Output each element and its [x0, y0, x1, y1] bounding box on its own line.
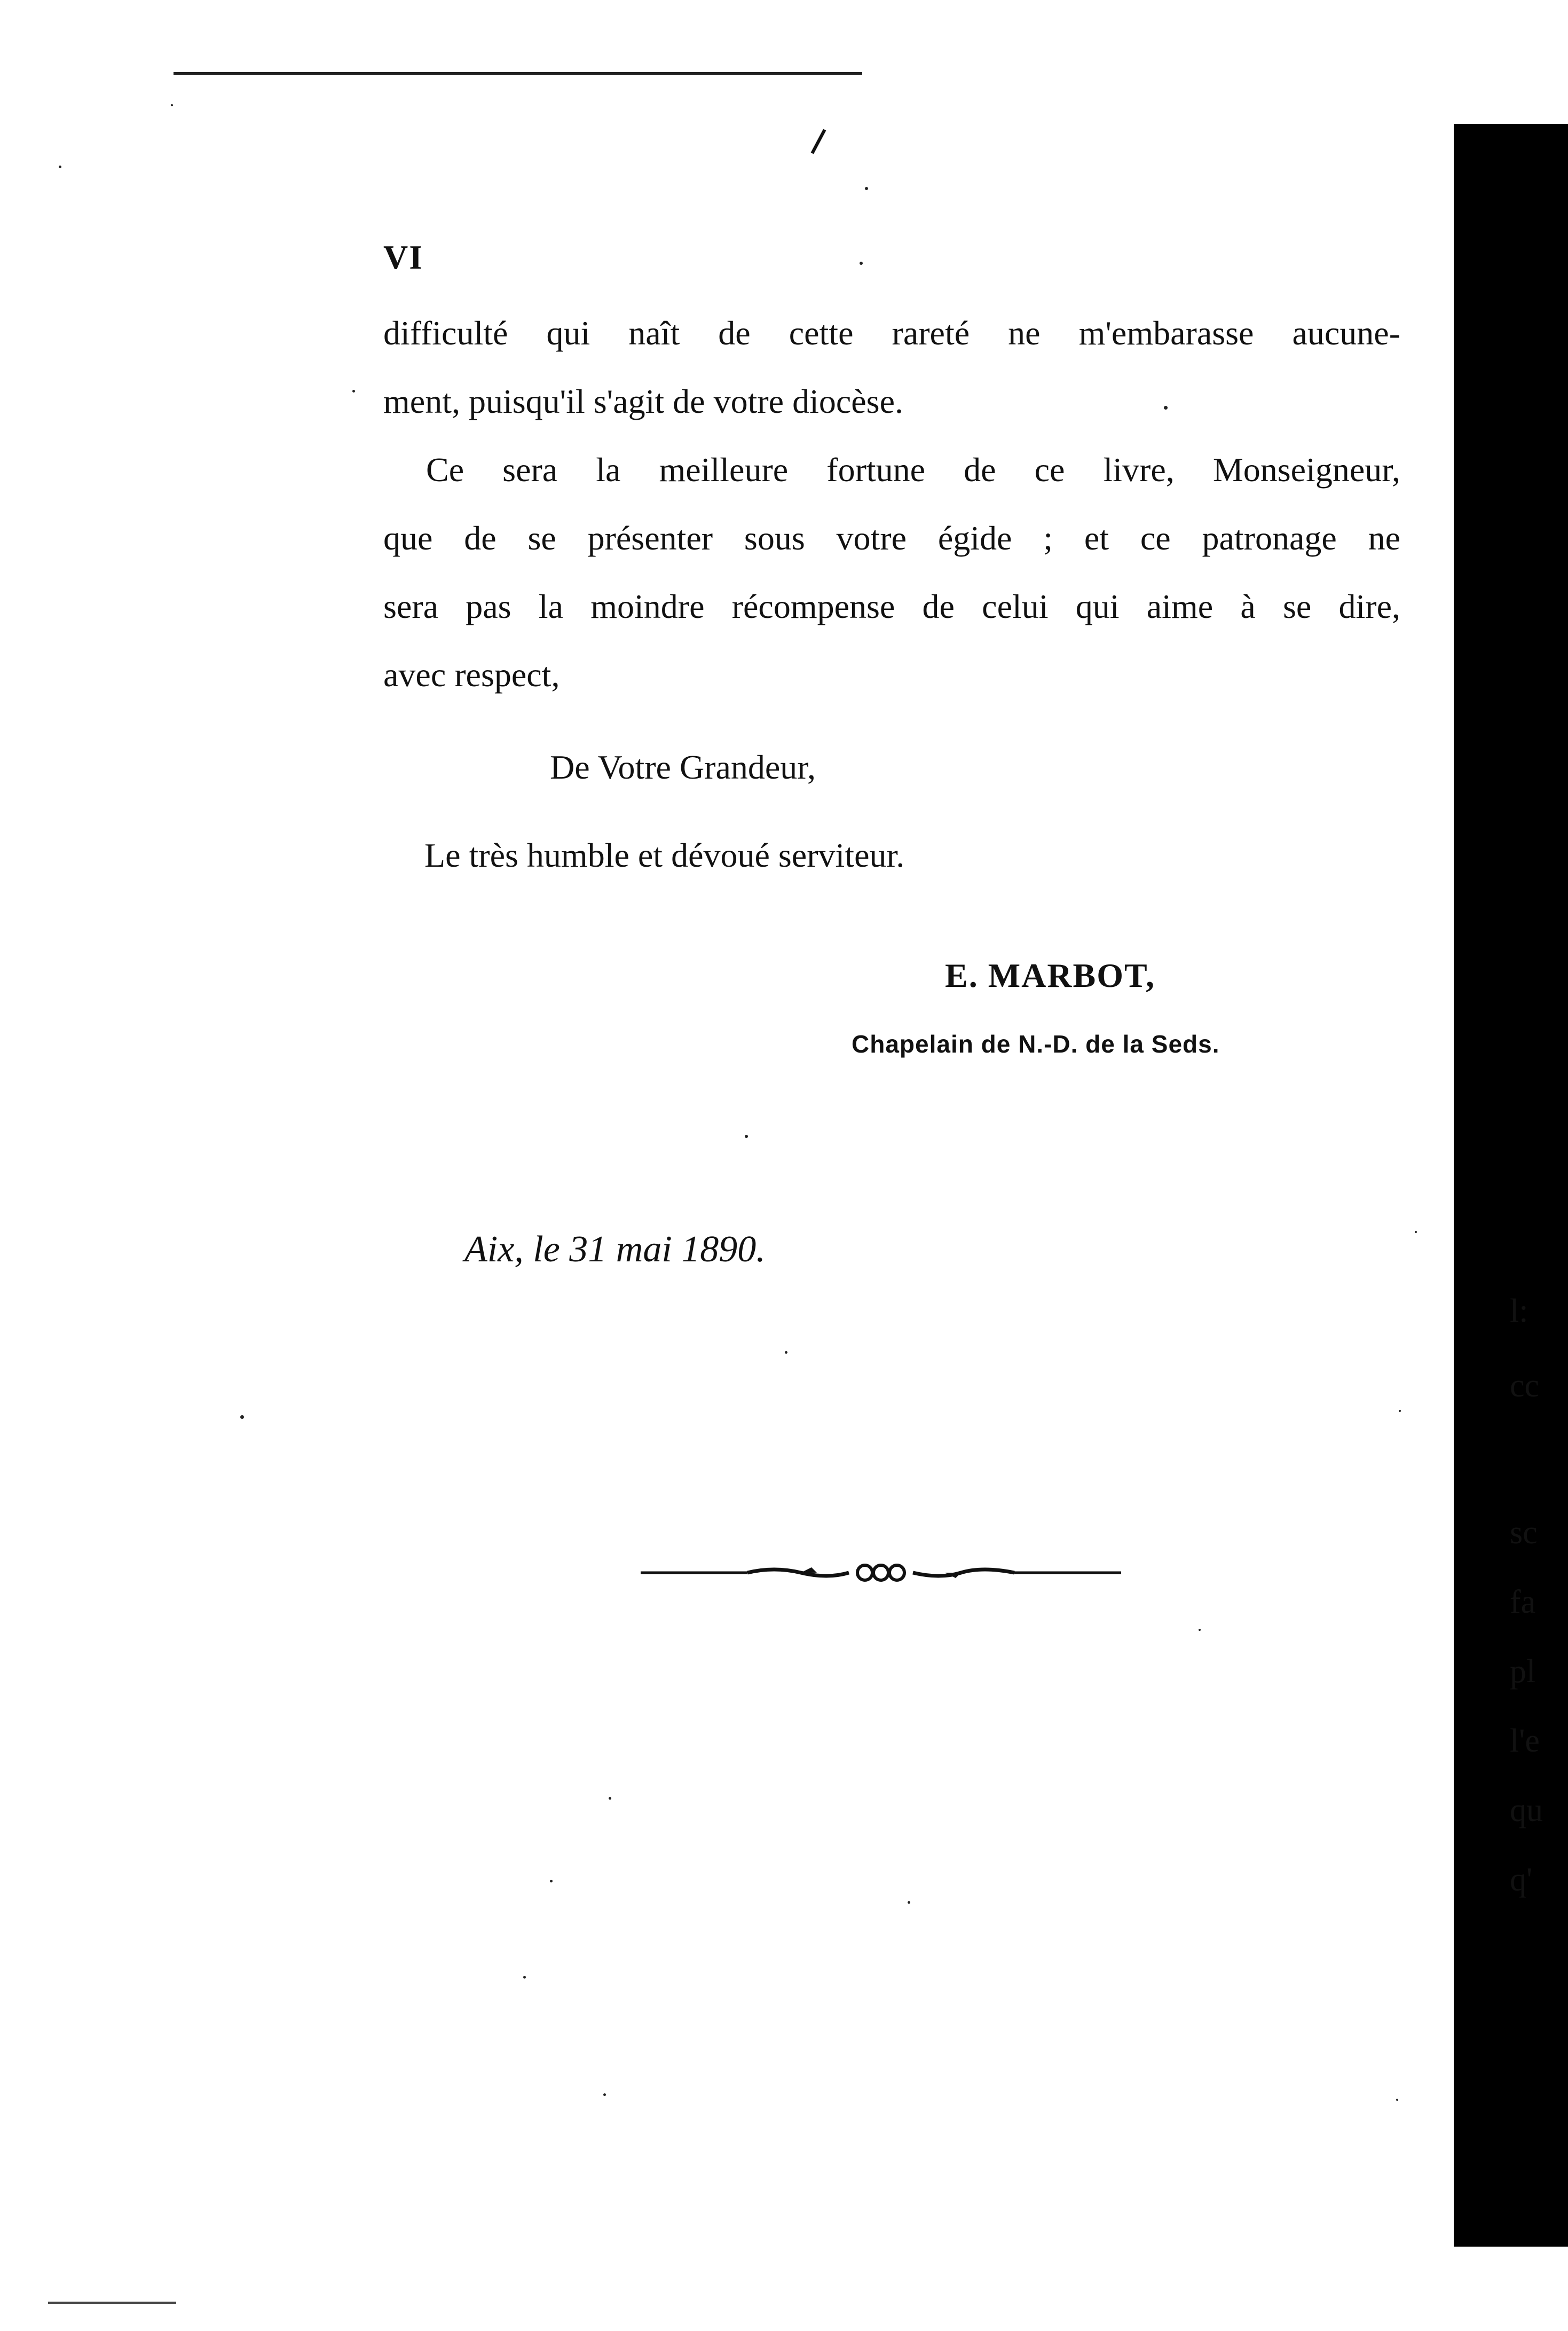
- closing-line: Le très humble et dévoué serviteur.: [424, 836, 905, 874]
- text-line: ment, puisqu'il s'agit de votre diocèse.: [383, 382, 903, 420]
- scan-speck: [1399, 1410, 1401, 1412]
- text-line: avec respect,: [383, 656, 560, 694]
- edge-fragment: pl: [1510, 1653, 1536, 1690]
- bottom-rule: [48, 2302, 176, 2304]
- scan-speck: [1164, 406, 1168, 410]
- scan-speck: [1199, 1629, 1201, 1631]
- edge-fragment: l'e: [1510, 1723, 1540, 1759]
- scan-speck: [860, 262, 863, 265]
- text-line: difficulté qui naît de cette rareté ne m'embarasse aucune-: [383, 314, 1400, 352]
- page-number: VI: [383, 238, 424, 276]
- scan-speck: [609, 1797, 611, 1800]
- scan-speck: [59, 166, 61, 168]
- author-name: E. MARBOT,: [945, 956, 1155, 994]
- body-text: [383, 299, 1400, 709]
- scan-shadow-band: [1454, 124, 1568, 2247]
- scan-speck: [745, 1135, 748, 1138]
- top-rule: [174, 72, 862, 75]
- edge-fragment: qu: [1510, 1792, 1543, 1828]
- ornament-divider-icon: [641, 1557, 1121, 1589]
- scan-speck: [523, 1976, 526, 1979]
- scan-speck: [352, 390, 355, 393]
- salutation: De Votre Grandeur,: [550, 748, 816, 786]
- text-line: Ce sera la meilleure fortune de ce livre, Monseigneur,: [426, 451, 1400, 489]
- edge-fragment: sc: [1510, 1514, 1538, 1551]
- edge-fragment: fa: [1510, 1584, 1536, 1620]
- scan-speck: [1415, 1231, 1417, 1233]
- edge-fragment: cc: [1510, 1368, 1540, 1404]
- text-line: sera pas la moindre récompense de celui qui aime à se dire,: [383, 587, 1400, 625]
- scan-speck: [1396, 2099, 1398, 2101]
- scan-speck: [550, 1880, 553, 1882]
- scan-speck: [908, 1901, 910, 1904]
- edge-fragment: l:: [1510, 1293, 1528, 1329]
- text-line: que de se présenter sous votre égide ; et ce patronage ne: [383, 519, 1400, 557]
- date-line: Aix, le 31 mai 1890.: [464, 1229, 766, 1270]
- scan-speck: [171, 104, 173, 106]
- scan-speck: [603, 2093, 606, 2096]
- scan-speck: [865, 187, 868, 190]
- ink-mark: [811, 129, 826, 154]
- edge-fragment: q': [1510, 1862, 1533, 1898]
- scan-speck: [240, 1415, 244, 1419]
- scan-speck: [785, 1351, 787, 1354]
- author-title: Chapelain de N.-D. de la Seds.: [852, 1030, 1220, 1058]
